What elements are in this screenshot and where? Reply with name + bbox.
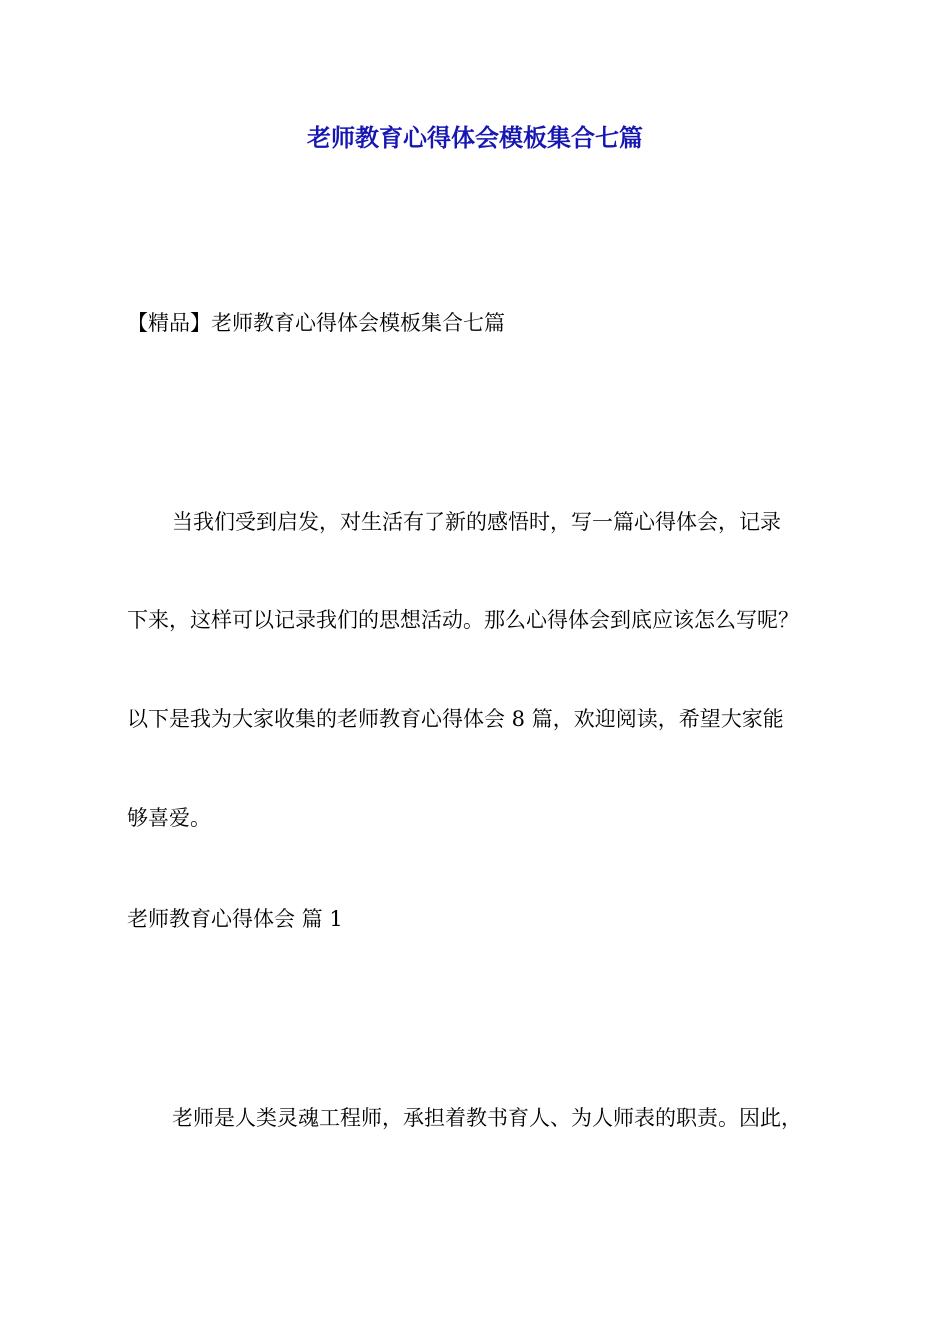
section-heading: 老师教育心得体会 篇 1 (127, 907, 343, 931)
document-subtitle: 【精品】老师教育心得体会模板集合七篇 (127, 311, 505, 335)
intro-line-2: 下来，这样可以记录我们的思想活动。那么心得体会到底应该怎么写呢？ (127, 608, 799, 632)
section-paragraph-line-1: 老师是人类灵魂工程师，承担着教书育人、为人师表的职责。因此， (172, 1106, 802, 1130)
intro-line-4: 够喜爱。 (127, 806, 211, 830)
document-title: 老师教育心得体会模板集合七篇 (307, 124, 643, 152)
intro-line-3: 以下是我为大家收集的老师教育心得体会 8 篇，欢迎阅读，希望大家能 (127, 707, 784, 731)
intro-line-1: 当我们受到启发，对生活有了新的感悟时，写一篇心得体会，记录 (172, 510, 781, 534)
